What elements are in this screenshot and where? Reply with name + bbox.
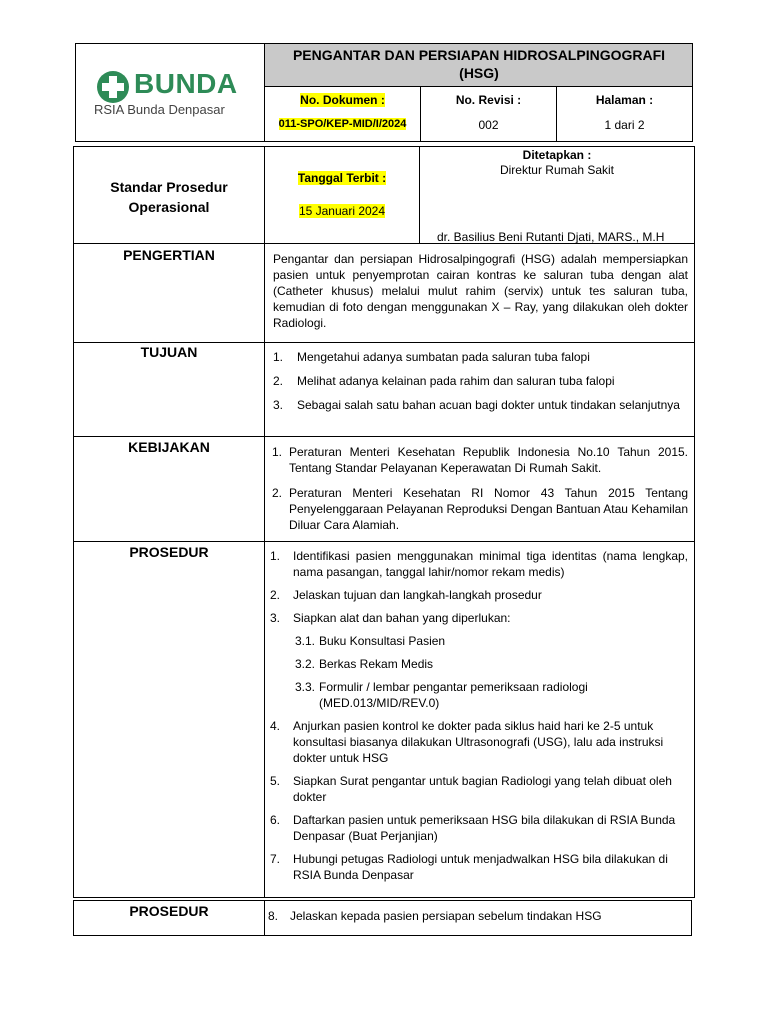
list-item [270, 718, 688, 766]
list-item-number: 6. [270, 813, 281, 827]
doc-no-label-wrap [264, 93, 421, 107]
list-item [270, 851, 688, 883]
list-item-text: Peraturan Menteri Kesehatan Republik Indonesia No.10 Tahun 2015. Tentang Standar Pelayanan Keperawatan Di Rumah Sakit. [289, 445, 688, 475]
issue-date-cell [264, 146, 420, 244]
list-item-text: Peraturan Menteri Kesehatan RI Nomor 43 Tahun 2015 Tentang Penyelenggaraan Pelayanan Reproduksi Dengan Bantuan Atau Kehamilan Diluar Cara Alamiah. [289, 486, 688, 532]
list-item [273, 397, 688, 413]
list-item [295, 679, 688, 711]
revision-value: 002 [478, 118, 499, 132]
prosedur2-list [268, 908, 686, 924]
list-item-text: Identifikasi pasien menggunakan minimal tiga identitas (nama lengkap, nama pasangan, tanggal lahir/nomor rekam medis) [293, 549, 688, 579]
issue-date-wrap [264, 204, 420, 218]
list-item-number: 3. [270, 611, 281, 625]
list-item-text: Siapkan Surat pengantar untuk bagian Radiologi yang telah dibuat oleh dokter [293, 774, 672, 804]
list-item-number: 8. [268, 909, 279, 923]
list-item-number: 2. [272, 486, 283, 500]
list-item-text: Berkas Rekam Medis [319, 657, 434, 671]
list-item-number: 3. [273, 398, 284, 412]
doc-no-value: 011-SPO/KEP-MID/I/2024 [278, 118, 407, 130]
set-label: Ditetapkan : [522, 148, 592, 162]
prosedur-label-cell [73, 541, 265, 898]
list-item-number: 4. [270, 719, 281, 733]
issue-label: Tanggal Terbit : [297, 171, 387, 185]
prosedur2-label: PROSEDUR [129, 903, 209, 919]
list-item-number: 3.1. [295, 634, 316, 648]
list-item [270, 548, 688, 580]
list-item-number: 1. [273, 350, 284, 364]
list-item [273, 349, 688, 365]
list-item-text: Siapkan alat dan bahan yang diperlukan: [293, 611, 511, 625]
list-item-text: Buku Konsultasi Pasien [319, 634, 446, 648]
kebijakan-label: KEBIJAKAN [128, 439, 210, 455]
doc-no-label: No. Dokumen : [300, 93, 385, 107]
list-item [270, 812, 688, 844]
list-item-text: Melihat adanya kelainan pada rahim dan saluran tuba falopi [297, 374, 615, 388]
list-item [268, 908, 686, 924]
pengertian-text: Pengantar dan persiapan Hidrosalpingografi (HSG) adalah mempersiapkan pasien untuk penyemprotan cairan kontras ke saluran tuba dengan alat (Catheter khusus) melalui mulut rahim (servix) untuk tes saluran tuba, kemudian di foto dengan menggunakan X – Ray, yang dilakukan oleh dokter Radiologi. [273, 252, 688, 330]
list-item-text: Sebagai salah satu bahan acuan bagi dokter untuk tindakan selanjutnya [297, 398, 680, 412]
prosedur-label: PROSEDUR [129, 544, 209, 560]
document-title: PENGANTAR DAN PERSIAPAN HIDROSALPINGOGRAFI (HSG) [292, 47, 666, 81]
list-item-text: Hubungi petugas Radiologi untuk menjadwalkan HSG bila dilakukan di RSIA Bunda Denpasar [293, 852, 668, 882]
list-item [272, 444, 688, 476]
list-item [272, 485, 688, 533]
list-item [273, 373, 688, 389]
list-item [270, 773, 688, 805]
pengertian-label: PENGERTIAN [123, 247, 215, 263]
list-item [295, 656, 688, 672]
sop-title: Standar Prosedur Operasional [110, 179, 228, 215]
list-item-text: Formulir / lembar pengantar pemeriksaan radiologi (MED.013/MID/REV.0) [319, 680, 588, 710]
signatory: dr. Basilius Beni Rutanti Djati, MARS., M.H [437, 230, 665, 244]
issue-label-wrap [264, 171, 420, 185]
list-item-number: 2. [273, 374, 284, 388]
set-by: Direktur Rumah Sakit [499, 163, 615, 177]
page-label: Halaman : [595, 93, 654, 107]
doc-no-value-wrap [264, 118, 421, 130]
list-item-number: 7. [270, 852, 281, 866]
list-item-text: Mengetahui adanya sumbatan pada saluran tuba falopi [297, 350, 590, 364]
list-item [270, 587, 688, 603]
revision-label: No. Revisi : [455, 93, 522, 107]
list-item-text: Jelaskan kepada pasien persiapan sebelum tindakan HSG [290, 909, 602, 923]
page-value: 1 dari 2 [604, 118, 645, 132]
logo-subtitle: RSIA Bunda Denpasar [94, 102, 225, 117]
list-item-number: 2. [270, 588, 281, 602]
list-item-number: 3.2. [295, 657, 316, 671]
logo-brand: BUNDA [134, 68, 238, 99]
tujuan-list [273, 349, 688, 421]
list-item-text: Daftarkan pasien untuk pemeriksaan HSG bila dilakukan di RSIA Bunda Denpasar (Buat Perjanjian) [293, 813, 676, 843]
kebijakan-list [272, 444, 688, 542]
list-item-number: 5. [270, 774, 281, 788]
list-item-number: 1. [272, 445, 283, 459]
list-item [295, 633, 688, 649]
list-item-number: 1. [270, 549, 281, 563]
prosedur-list [270, 548, 688, 890]
bunda-logo [94, 70, 254, 120]
list-item-text: Anjurkan pasien kontrol ke dokter pada siklus haid hari ke 2-5 untuk konsultasi biasanya dilakukan Ultrasonografi (USG), lalu ada instruksi dokter untuk HSG [293, 719, 664, 765]
list-item [270, 610, 688, 626]
list-item-number: 3.3. [295, 680, 316, 694]
list-item-text: Jelaskan tujuan dan langkah-langkah prosedur [293, 588, 542, 602]
tujuan-label: TUJUAN [140, 344, 198, 360]
plus-cross-icon [95, 69, 131, 105]
issue-date: 15 Januari 2024 [298, 204, 386, 218]
